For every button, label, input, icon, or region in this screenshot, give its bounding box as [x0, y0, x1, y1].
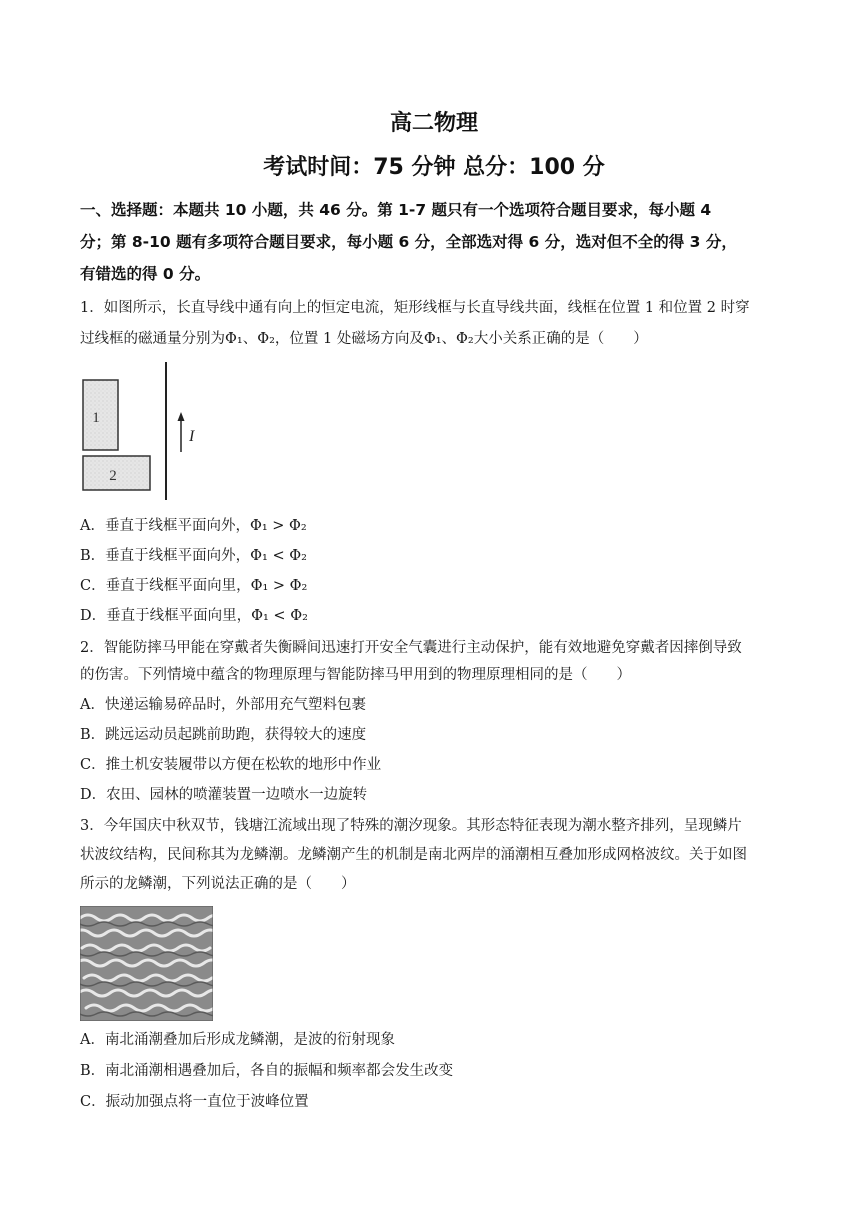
q1-stem-line-1: 1．如图所示，长直导线中通有向上的恒定电流，矩形线框与长直导线共面，线框在位置 1 和位置 2 时穿 — [80, 300, 750, 316]
current-label: I — [189, 428, 195, 445]
section-heading-line-1: 一、选择题：本题共 10 小题，共 46 分。第 1-7 题只有一个选项符合题目要求，每小题 4 — [80, 201, 712, 219]
q2-option-d: D．农田、园林的喷灌装置一边喷水一边旋转 — [80, 787, 368, 803]
q1-option-c: C．垂直于线框平面向里，Φ₁ > Φ₂ — [80, 578, 308, 594]
q2-stem-line-2: 的伤害。下列情境中蕴含的物理原理与智能防摔马甲用到的物理原理相同的是（ ） — [80, 667, 631, 683]
q1-wire-loop-figure — [78, 360, 218, 502]
q1-stem-line-2: 过线框的磁通量分别为Φ₁、Φ₂，位置 1 处磁场方向及Φ₁、Φ₂大小关系正确的是（ ） — [80, 331, 648, 347]
q2-option-c: C．推土机安装履带以方便在松软的地形中作业 — [80, 757, 382, 773]
q1-option-d: D．垂直于线框平面向里，Φ₁ < Φ₂ — [80, 608, 308, 624]
section-heading-line-2: 分；第 8-10 题有多项符合题目要求，每小题 6 分，全部选对得 6 分，选对但不全的得 3 分， — [80, 233, 737, 251]
q2-option-b: B．跳远运动员起跳前助跑，获得较大的速度 — [80, 727, 367, 743]
loop-1-label: 1 — [92, 410, 100, 426]
dragon-scale-tide-photo — [80, 906, 213, 1021]
q3-stem-line-2: 状波纹结构，民间称其为龙鳞潮。龙鳞潮产生的机制是南北两岸的涌潮相互叠加形成网格波纹。关于如图 — [80, 847, 747, 863]
q3-option-c: C．振动加强点将一直位于波峰位置 — [80, 1094, 309, 1110]
exam-subtitle: 考试时间：75 分钟 总分：100 分 — [263, 155, 605, 180]
section-heading-line-3: 有错选的得 0 分。 — [80, 265, 211, 283]
q3-option-b: B．南北涌潮相遇叠加后，各自的振幅和频率都会发生改变 — [80, 1063, 454, 1079]
q1-option-b: B．垂直于线框平面向外，Φ₁ < Φ₂ — [80, 548, 307, 564]
loop-position-1 — [83, 380, 118, 450]
q3-stem-line-1: 3．今年国庆中秋双节，钱塘江流域出现了特殊的潮汐现象。其形态特征表现为潮水整齐排列，呈现鳞片 — [80, 818, 742, 834]
exam-title: 高二物理 — [389, 111, 478, 136]
q3-option-a: A．南北涌潮叠加后形成龙鳞潮，是波的衍射现象 — [80, 1032, 395, 1048]
loop-2-label: 2 — [109, 468, 117, 484]
arrow-up-icon — [178, 412, 185, 421]
q2-stem-line-1: 2．智能防摔马甲能在穿戴者失衡瞬间迅速打开安全气囊进行主动保护，能有效地避免穿戴者因摔倒导致 — [80, 640, 742, 656]
q3-stem-line-3: 所示的龙鳞潮，下列说法正确的是（ ） — [80, 876, 356, 892]
q1-option-a: A．垂直于线框平面向外，Φ₁ > Φ₂ — [80, 518, 307, 534]
q2-option-a: A．快递运输易碎品时，外部用充气塑料包裹 — [80, 697, 366, 713]
